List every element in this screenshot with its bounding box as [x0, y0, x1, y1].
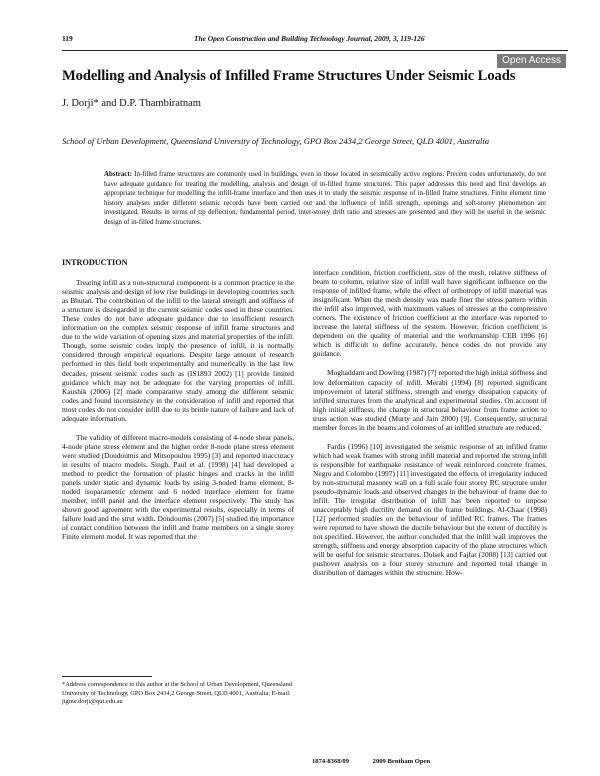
- correspondence-footnote: *Address correspondence to this author at the School of Urban Development, Queensland University of Technology, GPO Box 2434,2 George Street, QLD 4001, Australia; E-mail: jigme.dorji@qut.edu.au: [62, 681, 293, 706]
- abstract: [104, 170, 546, 228]
- paragraph: interface condition, friction coefficient, size of the mesh, relative stiffness of beam to column, relative size of infill wall have significant influence on the response of infilled frame, while the effect of orthotropy of infill material was insignificant. When the mesh density was made finer the stress pattern within the infill also improved, with maximum values of stresses at the compressive corners. The existence of friction coefficient at the interface was reported to increase the lateral stiffness of the system. However, friction coefficient is dependent on the quality of material and the workmanship CEB 1996 [6] which is difficult to define accurately, hence codes do not provide any guidance.: [313, 268, 547, 359]
- page-footer: [312, 758, 452, 765]
- paragraph: Moghaddam and Dowling (1987) [7] reported the high initial stiffness and low deformation capacity of infill. Merabi (1994) [8] reported significant improvement of lateral stiffness, strength and energy dissipation capacity of infilled structures from the analytical and experimental studies. On account of high initial stiffness, the change in structural behaviour from frame action to truss action was studied (Murty and Jain 2000) [9]. Consequently, structural member forces in the beams and columns of an infilled structure are reduced.: [313, 368, 547, 432]
- abstract-text: In-filled frame structures are commonly used in buildings, even in those located in seismically active regions. Precent codes unfortunately, do not have adequate guidance for treating the modelling, analysis and design of in-filled frame structures. This paper addresses this need and first develops an appropriate technique for modelling the infill-frame interface and then uses it to study the seismic response of in-filled frame structures. Finite element time history analyses under different seismic records have been carried out and the influence of infill strength, openings and soft-storey phenomenon are investigated. Results in terms of tip deflection, fundamental period, inter-storey drift ratio and stresses are presented and they will be useful in the seismic design of in-filled frame structures.: [104, 171, 546, 226]
- paragraph: The validity of different macro-models consisting of 4-node shear panels, 4-node plane stress element and the higher order 8-node plane stress element were studied (Doudoumis and Mitsopoulou 1995) [3] and reported inaccuracy in results of macro models. Singh, Paul et al. (1998) [4] had developed a method to predict the formation of plastic hinges and cracks in the infill panels under static and dynamic loads by using 3-noded frame element, 8-noded isoparametric element and 6 noded interface element for frame member, infill panel and the interface element respectively. The study has shown good agreement with the experimental results, especially in terms of failure load and the strut width. Doudoumis (2007) [5] studied the importance of contact condition between the infill and frame members on a single storey Finite element model. It was reported that the: [62, 432, 294, 542]
- page-number: 119: [62, 34, 73, 43]
- left-column: [62, 258, 294, 551]
- paper-title: Modelling and Analysis of Infilled Frame Structures Under Seismic Loads: [62, 68, 516, 84]
- author-affiliation: School of Urban Development, Queensland University of Technology, GPO Box 2434,2 George Street, QLD 4001, Australia: [62, 136, 490, 146]
- header-divider: [62, 50, 568, 51]
- running-header: [62, 34, 568, 48]
- journal-citation: The Open Construction and Building Technology Journal, 2009, 3, 119-126: [194, 34, 425, 43]
- footnote-divider: [62, 676, 152, 677]
- publisher-copyright: 2009 Bentham Open: [372, 758, 431, 765]
- paragraph: Fardis (1996) [10] investigated the seismic response of an infilled frame which had weak frames with strong infill material and reported the strong infill is responsible for earthquake resistance of weak reinforced concrete frames. Negro and Colombo (1997) [11] investigated the effects of irregularity induced by non-structural masonry wall on a full scale four storey RC structure under pseudo-dynamic loads and observed changes in the behaviour of frame due to infill. The irregular distribution of infill has been reported to impose unacceptably high ductility demand on the frame buildings. Al-Chaar (1998) [12] performed studies on the behaviour of infilled RC frames. The frames were reported to have shown the ductile behaviour but the extent of ductility is not specified. However, the author concluded that the infill wall improves the strength, stiffness and energy absorption capacity of the plane structures which will be useful for seismic structures. Dolsek and Fajfar (2008) [13] carried out pushover analysis on a four storey structure and reported total change in distribution of damages within the structure. How-: [313, 441, 547, 578]
- right-column: [313, 268, 547, 588]
- author-list: J. Dorji* and D.P. Thambiratnam: [62, 98, 201, 109]
- open-access-badge: Open Access: [497, 54, 566, 68]
- abstract-label: Abstract:: [104, 171, 132, 178]
- issn: 1874-8368/09: [312, 758, 349, 765]
- paragraph: Treating infill as a non-structural component is a common practice in the seismic analysis and design of low rise buildings in developing countries such as Bhutan. The contribution of the infill to the lateral strength and stiffness of a structure is disregarded in the current seismic codes used in these countries. These codes do not have adequate guidance due to insufficient research information on the complex seismic response of infill frame structures and due to the wide variation of opening sizes and material properties of the infill. Though, some seismic codes imply the presence of infill, it is normally considered through empirical equations. Despite large amount of research performed in this field both experimentally and numerically in the last few decades, present seismic codes such as (IS1893 2002) [1] provide limited guidance which may not be adequate for the varying properties of infill. Kaushik (2006) [2] made comparative study among the different seismic codes and found inconsistency in the consideration of infill and reported that most codes do not consider infill due to its brittle nature of failure and lack of adequate information.: [62, 278, 294, 423]
- section-heading-introduction: INTRODUCTION: [62, 258, 128, 267]
